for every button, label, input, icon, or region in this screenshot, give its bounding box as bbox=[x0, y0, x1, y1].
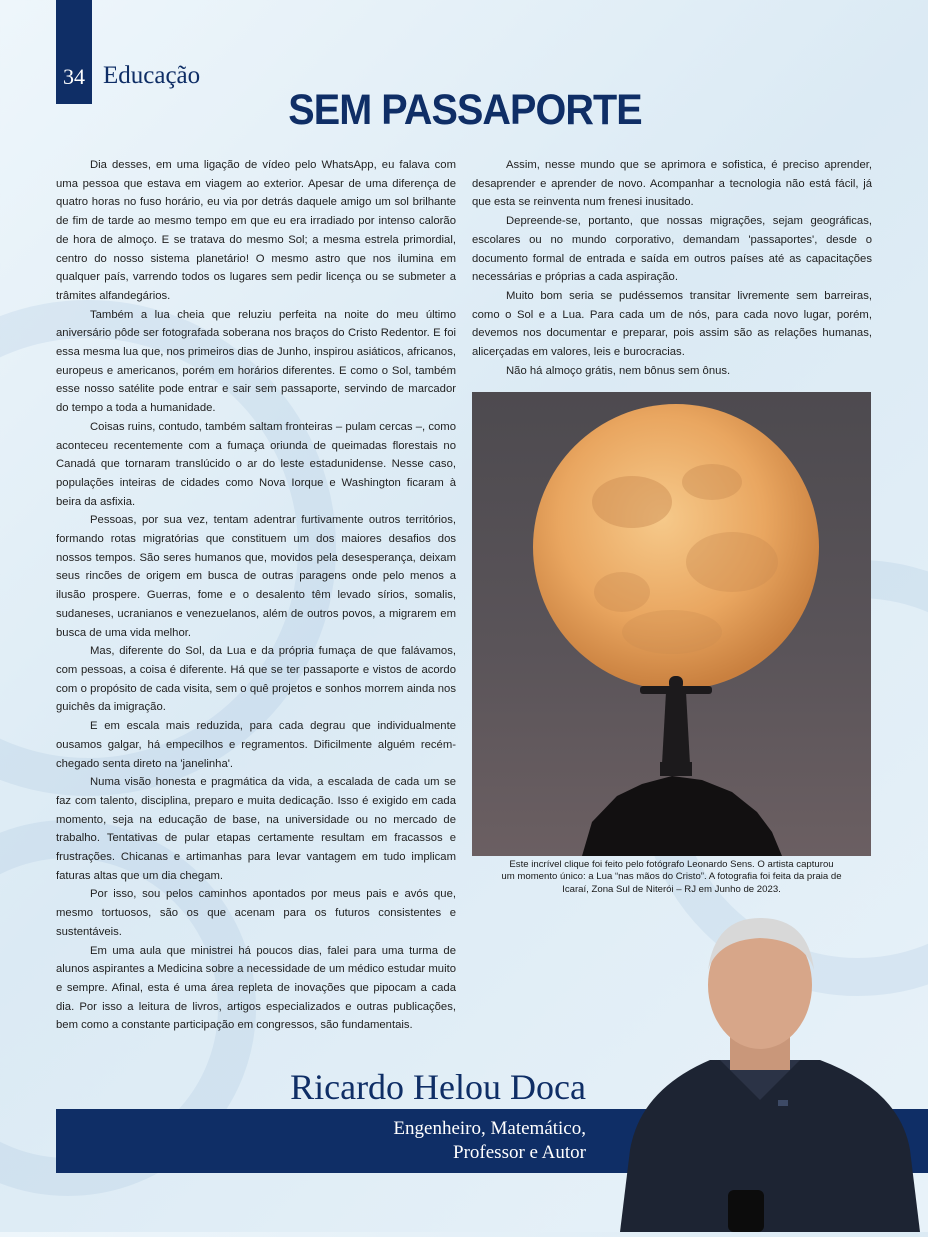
caption-line: Este incrível clique foi feito pelo fotógrafo Leonardo Sens. O artista capturou bbox=[509, 859, 834, 870]
paragraph: Por isso, sou pelos caminhos apontados por meus pais e avós que, mesmo tortuosos, são os que acenam para os futuros consistentes e sustentáveis. bbox=[56, 888, 456, 938]
paragraph: Mas, diferente do Sol, da Lua e da própria fumaça de que falávamos, com pessoas, a coisa é diferente. Há que se ter passaporte e vistos de acordo com o propósito de cada visita, sem o quê projetos e sonhos morrem ainda nos guichês da imigração. bbox=[56, 645, 456, 714]
caption-line: Icaraí, Zona Sul de Niterói – RJ em Junho de 2023. bbox=[562, 883, 781, 895]
author-portrait bbox=[600, 900, 928, 1232]
paragraph: Pessoas, por sua vez, tentam adentrar furtivamente outros territórios, formando rotas migratórias que constituem um dos maiores desafios dos nossos tempos. São seres humanos que, movidos pela desesperança, deixam seus rincões de origem em busca de outras paragens onde pelo menos a ilusão prospere. Guerras, fome e o desalento têm levado sírios, somalis, sudaneses, ucranianos e venezuelanos, além de outros povos, a migrarem em busca de uma vida melhor. bbox=[56, 514, 456, 639]
paragraph: Não há almoço grátis, nem bônus sem ônus. bbox=[506, 364, 731, 377]
role-line: Engenheiro, Matemático, bbox=[393, 1118, 586, 1139]
paragraph: Em uma aula que ministrei há poucos dias, falei para uma turma de alunos aspirantes a Medicina sobre a necessidade de um médico estudar muito e sempre. Afinal, esta é uma área repleta de inovações que pipocam a cada dia. Por isso a leitura de livros, artigos especializados e outras publicações, bem como a constante participação em congressos, são fundamentais. bbox=[56, 944, 456, 1032]
caption-line: um momento único: a Lua “nas mãos do Cristo”. A fotografia foi feita da praia de bbox=[501, 871, 842, 883]
paragraph: E em escala mais reduzida, para cada degrau que individualmente ousamos galgar, há empecilhos e regramentos. Dificilmente alguém recém-chegado senta direto na 'janelinha'. bbox=[56, 720, 456, 770]
article-title: SEM PASSAPORTE bbox=[288, 86, 642, 134]
page-number: 34 bbox=[63, 64, 85, 89]
article-column-left bbox=[56, 156, 456, 1035]
section-title: Educação bbox=[103, 62, 201, 89]
author-name: Ricardo Helou Doca bbox=[290, 1067, 586, 1107]
camera-bag bbox=[728, 1190, 764, 1232]
paragraph: Muito bom seria se pudéssemos transitar livremente sem barreiras, como o Sol e a Lua. Para cada um de nós, para cada novo lugar, porém, devemos nos documentar e preparar, pois assim são as relações humanas, alicerçadas em valores, leis e burocracias. bbox=[472, 289, 872, 359]
photo-caption bbox=[472, 859, 871, 896]
corcovado-mountain bbox=[582, 776, 782, 856]
paragraph: Depreende-se, portanto, que nossas migrações, sejam geográficas, escolares ou no mundo corporativo, demandam 'passaportes', desde o documento formal de entrada e saída em outros países até as capacitações necessárias e próprias a cada aspiração. bbox=[472, 215, 872, 284]
role-line: Professor e Autor bbox=[453, 1142, 586, 1163]
paragraph: Coisas ruins, contudo, também saltam fronteiras – pulam cercas –, como aconteceu recentemente com a fumaça oriunda de queimadas florestais no Canadá que tornaram translúcido o ar do leste estadunidense. Nesse caso, populações inteiras de cidades como Nova Iorque e Washington ficaram à beira da asfixia. bbox=[56, 420, 456, 508]
paragraph: Numa visão honesta e pragmática da vida, a escalada de cada um se faz com talento, disciplina, preparo e muita dedicação. Isso é exigido em cada momento, seja na educação de base, na universidade ou no mercado de trabalho. Tentativas de pular etapas certamente resultam em fracassos e frustrações. Chicanas e artimanhas para levar vantagem em tudo implicam faturas altas que um dia chegam. bbox=[56, 776, 456, 882]
photo-illustration bbox=[472, 392, 871, 856]
paragraph: Assim, nesse mundo que se aprimora e sofistica, é preciso aprender, desaprender e aprender de novo. Acompanhar a tecnologia não está fácil, já que esta se reinventa num frenesi inusitado. bbox=[472, 159, 872, 209]
author-role bbox=[300, 1117, 586, 1165]
article-column-right bbox=[472, 156, 872, 380]
paragraph: Também a lua cheia que reluziu perfeita na noite do meu último aniversário pôde ser fotografada soberana nos braços do Cristo Redentor. E foi essa mesma lua que, nos primeiros dias de Junho, inspirou asiáticos, africanos, europeus e americanos, porém em horários diferentes. E como o Sol, também esse nosso satélite pode entrar e sair sem passaporte, servindo de marcador do tempo a toda a humanidade. bbox=[56, 308, 456, 415]
paragraph: Dia desses, em uma ligação de vídeo pelo WhatsApp, eu falava com uma pessoa que estava em viagem ao exterior. Apesar de uma diferença de quatro horas no fuso horário, eu via por detrás daquele amigo um sol brilhante de fim de tarde ao mesmo tempo em que eu era irradiado por intenso calorão de hora de almoço. E se tratava do mesmo Sol; a mesma estrela primordial, centro do nosso sistema planetário! O mesmo astro que nos ilumina em qualquer país, varrendo todos os lugares sem pedir licença ou se submeter a trâmites alfandegários. bbox=[56, 159, 456, 302]
christ-redeemer-statue bbox=[640, 676, 712, 776]
moon-over-christ-redeemer-photo bbox=[472, 392, 871, 856]
